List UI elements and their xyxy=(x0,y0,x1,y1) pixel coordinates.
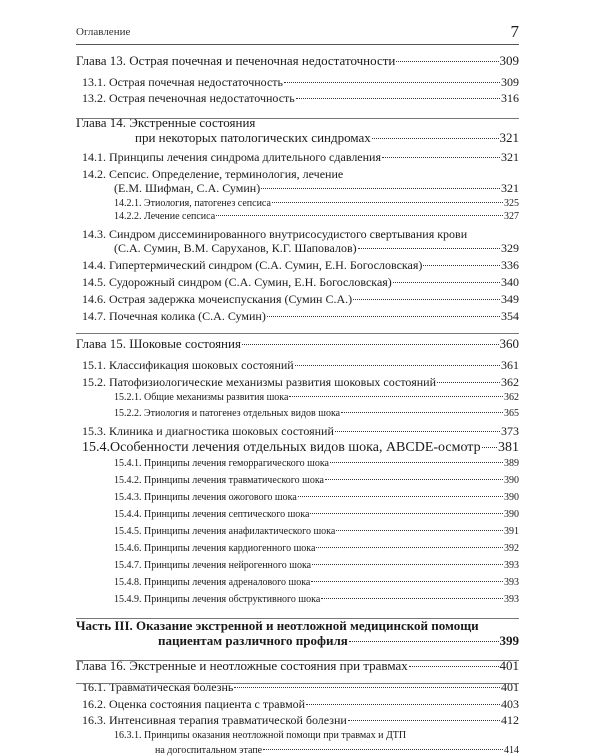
toc-entry-title: при некоторых патологических синдромах xyxy=(135,130,371,145)
toc-section[interactable] xyxy=(82,227,467,242)
dot-leader xyxy=(372,138,499,139)
toc-entry-title: (Е.М. Шифман, С.А. Сумин) xyxy=(114,181,261,195)
dot-leader xyxy=(284,82,500,83)
toc-entry-title: Глава 13. Острая почечная и печеночная недостаточности xyxy=(76,53,396,68)
toc-section[interactable] xyxy=(82,697,519,712)
toc-entry-title: 15.4.Особенности лечения отдельных видов шока, ABCDE-осмотр xyxy=(82,440,481,455)
toc-entry-title: 15.4.7. Принципы лечения нейрогенного шока xyxy=(114,560,312,571)
toc-page-number: 393 xyxy=(504,577,519,588)
dot-leader xyxy=(267,316,500,317)
toc-page-number: 365 xyxy=(504,408,519,419)
dot-leader xyxy=(396,61,498,62)
section-divider xyxy=(76,660,519,661)
toc-entry-title: 15.4.3. Принципы лечения ожогового шока xyxy=(114,492,297,503)
toc-entry-title: 15.4.4. Принципы лечения септического шока xyxy=(114,509,310,520)
dot-leader xyxy=(437,382,500,383)
toc-subsection[interactable] xyxy=(114,211,519,222)
toc-section[interactable] xyxy=(82,91,519,106)
toc-entry-title: 15.2.1. Общие механизмы развития шока xyxy=(114,392,289,403)
toc-entry-title: 16.3. Интенсивная терапия травматической болезни xyxy=(82,713,347,727)
toc-page-number: 401 xyxy=(501,680,519,694)
dot-leader xyxy=(312,564,503,565)
dot-leader xyxy=(296,98,500,99)
toc-section[interactable] xyxy=(82,167,343,182)
toc-page-number: 336 xyxy=(501,258,519,272)
toc-entry-title: 14.2.2. Лечение сепсиса xyxy=(114,211,216,222)
toc-subsection[interactable] xyxy=(114,392,519,403)
toc-page-number: 391 xyxy=(504,526,519,537)
toc-page-number: 412 xyxy=(501,713,519,727)
toc-section[interactable] xyxy=(82,358,519,373)
toc-section[interactable] xyxy=(82,258,519,273)
section-divider xyxy=(76,333,519,334)
toc-entry-title: 16.3.1. Принципы оказания неотложной помощи при травмах и ДТП xyxy=(114,730,407,741)
dot-leader xyxy=(423,265,500,266)
toc-entry-title: 15.4.5. Принципы лечения анафилактического шока xyxy=(114,526,336,537)
toc-page-number: 309 xyxy=(501,75,519,89)
toc-page-number: 327 xyxy=(504,211,519,222)
toc-subsection[interactable] xyxy=(114,408,519,419)
toc-chapter[interactable] xyxy=(135,130,519,146)
toc-entry-title: 15.2.2. Этиология и патогенез отдельных видов шока xyxy=(114,408,341,419)
toc-subsection[interactable] xyxy=(114,730,406,741)
toc-page-number: 321 xyxy=(501,181,519,195)
toc-subsection[interactable] xyxy=(155,745,519,756)
toc-entry-title: 14.3. Синдром диссеминированного внутрисосудистого свертывания крови xyxy=(82,227,468,241)
toc-page-number: 354 xyxy=(501,309,519,323)
toc-page-number: 414 xyxy=(504,745,519,756)
toc-page-number: 360 xyxy=(499,336,519,351)
toc-subsection[interactable] xyxy=(114,492,519,503)
toc-entry-title: 16.1. Травматическая болезнь xyxy=(82,680,234,694)
toc-section[interactable] xyxy=(82,713,519,728)
toc-chapter[interactable] xyxy=(76,53,519,69)
toc-section[interactable] xyxy=(82,275,519,290)
running-header-title: Оглавление xyxy=(76,26,131,38)
toc-subsection[interactable] xyxy=(114,198,519,209)
toc-page-number: 321 xyxy=(499,130,519,145)
dot-leader xyxy=(482,447,497,448)
toc-entry-title: 13.2. Острая печеночная недостаточность xyxy=(82,91,295,105)
toc-page-number: 392 xyxy=(504,543,519,554)
toc-entry-title: 15.4.1. Принципы лечения геморрагического шока xyxy=(114,458,329,469)
toc-entry-title: 14.5. Судорожный синдром (С.А. Сумин, Е.Н. Богословская) xyxy=(82,275,392,289)
dot-leader xyxy=(325,479,503,480)
toc-entry-title: 14.6. Острая задержка мочеиспускания (Сумин С.А.) xyxy=(82,292,353,306)
toc-page-number: 349 xyxy=(501,292,519,306)
dot-leader xyxy=(321,598,503,599)
dot-leader xyxy=(216,215,503,216)
dot-leader xyxy=(336,530,503,531)
toc-page-number: 401 xyxy=(499,658,519,673)
dot-leader xyxy=(341,412,503,413)
toc-page-number: 362 xyxy=(501,375,519,389)
dot-leader xyxy=(316,547,503,548)
dot-leader xyxy=(335,431,500,432)
toc-page-number: 361 xyxy=(501,358,519,372)
toc-entry-title: на догоспитальном этапе xyxy=(155,745,263,756)
toc-entry-title: 15.4.2. Принципы лечения травматического шока xyxy=(114,475,324,486)
toc-subsection[interactable] xyxy=(114,475,519,486)
dot-leader xyxy=(242,344,499,345)
dot-leader xyxy=(353,299,500,300)
dot-leader xyxy=(330,462,503,463)
toc-page-number: 340 xyxy=(501,275,519,289)
toc-page-number: 309 xyxy=(499,53,519,68)
toc-section[interactable] xyxy=(114,241,519,256)
toc-entry-title: 14.4. Гипертермический синдром (С.А. Сумин, Е.Н. Богословская) xyxy=(82,258,423,272)
dot-leader xyxy=(358,248,500,249)
dot-leader xyxy=(306,704,500,705)
toc-entry-title: 15.4.8. Принципы лечения адреналового шока xyxy=(114,577,311,588)
dot-leader xyxy=(393,282,500,283)
dot-leader xyxy=(295,365,500,366)
toc-entry-title: 14.2. Сепсис. Определение, терминология, лечение xyxy=(82,167,344,181)
toc-entry-title: 14.1. Принципы лечения синдрома длительного сдавления xyxy=(82,150,381,164)
toc-page-number: 362 xyxy=(504,392,519,403)
toc-page-number: 325 xyxy=(504,198,519,209)
toc-subsection[interactable] xyxy=(114,526,519,537)
dot-leader xyxy=(310,513,503,514)
toc-subsection[interactable] xyxy=(114,458,519,469)
toc-entry-title: 15.2. Патофизиологические механизмы развития шоковых состояний xyxy=(82,375,436,389)
toc-page-number: 373 xyxy=(501,424,519,438)
toc-entry-title: 15.1. Классификация шоковых состояний xyxy=(82,358,294,372)
toc-entry-title: 13.1. Острая почечная недостаточность xyxy=(82,75,284,89)
toc-chapter[interactable] xyxy=(76,336,519,352)
dot-leader xyxy=(311,581,503,582)
toc-page-number: 316 xyxy=(501,91,519,105)
toc-entry-title: пациентам различного профиля xyxy=(158,633,348,648)
dot-leader xyxy=(234,687,500,688)
toc-entry-title: 14.7. Почечная колика (С.А. Сумин) xyxy=(82,309,266,323)
toc-page-number: 393 xyxy=(504,560,519,571)
toc-page-number: 403 xyxy=(501,697,519,711)
toc-section[interactable] xyxy=(114,181,519,196)
toc-subsection[interactable] xyxy=(114,560,519,571)
toc-page-number: 390 xyxy=(504,475,519,486)
section-divider xyxy=(76,118,519,119)
section-divider xyxy=(76,618,519,619)
dot-leader xyxy=(349,641,499,642)
toc-page-number: 393 xyxy=(504,594,519,605)
toc-subsection[interactable] xyxy=(114,509,519,520)
toc-page-number: 321 xyxy=(501,150,519,164)
dot-leader xyxy=(289,396,503,397)
dot-leader xyxy=(261,188,500,189)
toc-entry-title: Часть III. Оказание экстренной и неотложной медицинской помощи xyxy=(76,618,479,633)
toc-entry-title: 15.4.9. Принципы лечения обструктивного шока xyxy=(114,594,321,605)
toc-section[interactable] xyxy=(82,309,519,324)
toc-entry-title: (С.А. Сумин, В.М. Саруханов, К.Г. Шаповалов) xyxy=(114,241,357,255)
toc-part[interactable] xyxy=(158,633,519,649)
toc-subsection[interactable] xyxy=(114,543,519,554)
toc-page-number: 381 xyxy=(498,440,519,455)
toc-page-number: 389 xyxy=(504,458,519,469)
toc-section[interactable] xyxy=(82,375,519,390)
dot-leader xyxy=(348,720,500,721)
dot-leader xyxy=(272,202,503,203)
toc-entry-title: 16.2. Оценка состояния пациента с травмой xyxy=(82,697,306,711)
toc-section[interactable] xyxy=(82,424,519,439)
toc-page-number: 329 xyxy=(501,241,519,255)
toc-subsection[interactable] xyxy=(114,594,519,605)
toc-page-number: 399 xyxy=(499,633,519,648)
toc-entry-title: Глава 15. Шоковые состояния xyxy=(76,336,241,351)
dot-leader xyxy=(382,157,500,158)
dot-leader xyxy=(298,496,503,497)
toc-entry-title: Глава 14. Экстренные состояния xyxy=(76,115,256,130)
toc-entry-title: 15.4.6. Принципы лечения кардиогенного шока xyxy=(114,543,316,554)
toc-part[interactable] xyxy=(76,618,479,634)
toc-entry-title: Глава 16. Экстренные и неотложные состояния при травмах xyxy=(76,658,408,673)
toc-entry-title: 14.2.1. Этиология, патогенез сепсиса xyxy=(114,198,271,209)
section-divider xyxy=(76,683,519,684)
toc-section[interactable] xyxy=(82,75,519,90)
toc-section[interactable] xyxy=(82,292,519,307)
toc-page-number: 390 xyxy=(504,509,519,520)
dot-leader xyxy=(409,666,499,667)
toc-section[interactable] xyxy=(82,150,519,165)
page-number: 7 xyxy=(510,22,519,41)
toc-subsection[interactable] xyxy=(114,577,519,588)
toc-page-number: 390 xyxy=(504,492,519,503)
toc-entry-title: 15.3. Клиника и диагностика шоковых состояний xyxy=(82,424,334,438)
toc-section[interactable] xyxy=(82,440,519,456)
